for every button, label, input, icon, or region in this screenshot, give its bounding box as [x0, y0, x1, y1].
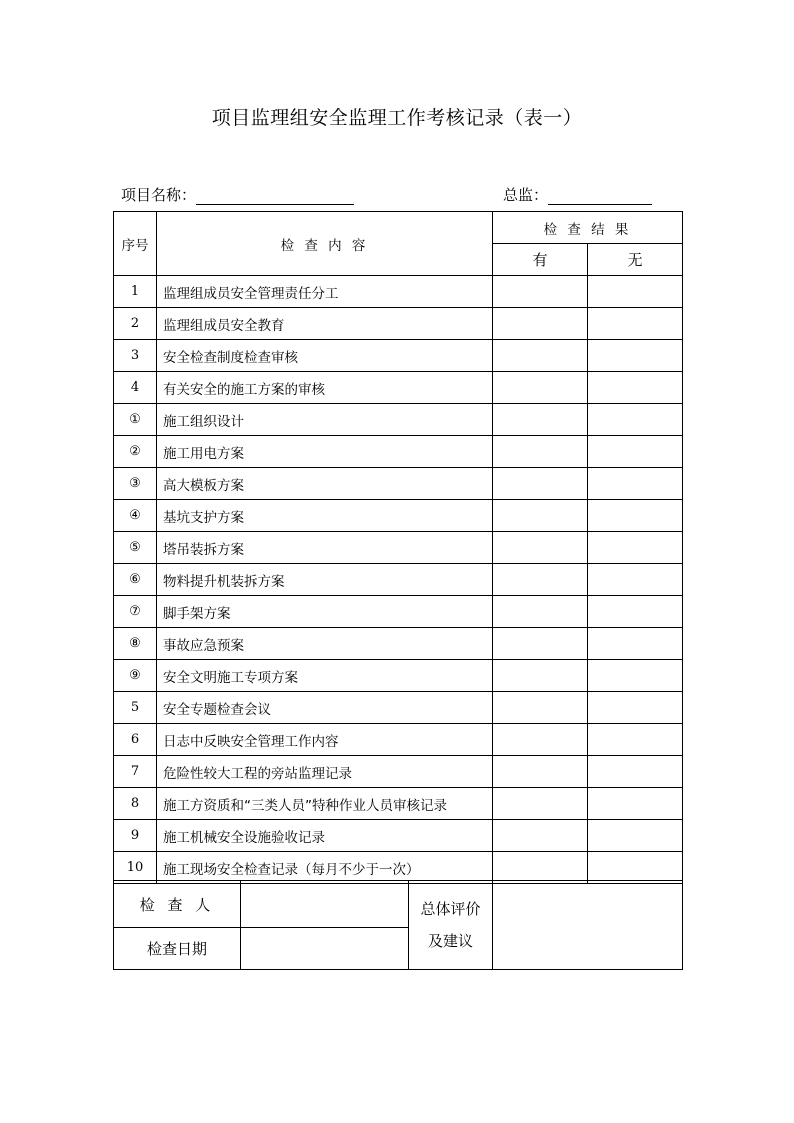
table-header-row: [114, 212, 683, 244]
row-no-cell[interactable]: [588, 532, 683, 564]
row-seq: 1: [114, 276, 157, 308]
evaluation-label: [409, 881, 493, 970]
row-no-cell[interactable]: [588, 628, 683, 660]
row-content: 安全文明施工专项方案: [157, 660, 493, 692]
table-body: [114, 276, 683, 884]
row-yes-cell[interactable]: [493, 628, 588, 660]
row-seq: ①: [114, 404, 157, 436]
row-yes-cell[interactable]: [493, 308, 588, 340]
row-yes-cell[interactable]: [493, 596, 588, 628]
row-content: 物料提升机装拆方案: [157, 564, 493, 596]
table-row: [114, 500, 683, 532]
row-yes-cell[interactable]: [493, 724, 588, 756]
row-content: 高大模板方案: [157, 468, 493, 500]
row-content: 施工用电方案: [157, 436, 493, 468]
row-content: 安全专题检查会议: [157, 692, 493, 724]
header-content: 检 查 内 容: [157, 212, 493, 276]
table-row: [114, 468, 683, 500]
signature-table: [113, 880, 683, 970]
row-yes-cell[interactable]: [493, 340, 588, 372]
date-label: 检查日期: [114, 928, 241, 970]
table-row: [114, 596, 683, 628]
row-no-cell[interactable]: [588, 596, 683, 628]
row-no-cell[interactable]: [588, 468, 683, 500]
row-yes-cell[interactable]: [493, 500, 588, 532]
row-yes-cell[interactable]: [493, 660, 588, 692]
row-content: 基坑支护方案: [157, 500, 493, 532]
row-seq: 10: [114, 852, 157, 884]
row-seq: ④: [114, 500, 157, 532]
row-content: 监理组成员安全教育: [157, 308, 493, 340]
project-name-blank[interactable]: [196, 188, 354, 205]
table-row: [114, 372, 683, 404]
row-content: 监理组成员安全管理责任分工: [157, 276, 493, 308]
row-no-cell[interactable]: [588, 852, 683, 884]
row-content: 施工现场安全检查记录（每月不少于一次）: [157, 852, 493, 884]
row-yes-cell[interactable]: [493, 468, 588, 500]
row-no-cell[interactable]: [588, 500, 683, 532]
row-seq: 3: [114, 340, 157, 372]
row-content: 塔吊装拆方案: [157, 532, 493, 564]
row-no-cell[interactable]: [588, 724, 683, 756]
row-no-cell[interactable]: [588, 820, 683, 852]
row-content: 有关安全的施工方案的审核: [157, 372, 493, 404]
header-no: 无: [588, 244, 683, 276]
row-yes-cell[interactable]: [493, 532, 588, 564]
row-yes-cell[interactable]: [493, 820, 588, 852]
row-yes-cell[interactable]: [493, 788, 588, 820]
inspector-label: 检 查 人: [114, 881, 241, 928]
inspector-input-cell[interactable]: [241, 881, 409, 928]
row-yes-cell[interactable]: [493, 564, 588, 596]
inspector-row: [114, 881, 683, 928]
row-seq: ⑧: [114, 628, 157, 660]
row-content: 施工机械安全设施验收记录: [157, 820, 493, 852]
row-seq: 4: [114, 372, 157, 404]
row-yes-cell[interactable]: [493, 372, 588, 404]
row-seq: 5: [114, 692, 157, 724]
table-row: [114, 756, 683, 788]
row-no-cell[interactable]: [588, 660, 683, 692]
row-no-cell[interactable]: [588, 564, 683, 596]
row-yes-cell[interactable]: [493, 756, 588, 788]
table-row: [114, 436, 683, 468]
row-seq: ⑨: [114, 660, 157, 692]
row-no-cell[interactable]: [588, 372, 683, 404]
row-content: 危险性较大工程的旁站监理记录: [157, 756, 493, 788]
table-row: [114, 820, 683, 852]
row-seq: ⑦: [114, 596, 157, 628]
table-row: [114, 276, 683, 308]
table-row: [114, 724, 683, 756]
row-content: 安全检查制度检查审核: [157, 340, 493, 372]
row-seq: 8: [114, 788, 157, 820]
row-no-cell[interactable]: [588, 308, 683, 340]
row-yes-cell[interactable]: [493, 436, 588, 468]
row-content: 施工组织设计: [157, 404, 493, 436]
row-yes-cell[interactable]: [493, 276, 588, 308]
header-seq: 序号: [114, 212, 157, 276]
table-row: [114, 852, 683, 884]
project-name-label: 项目名称：: [121, 186, 197, 204]
row-yes-cell[interactable]: [493, 852, 588, 884]
evaluation-label-line1: 总体评价: [420, 900, 481, 918]
supervisor-blank[interactable]: [548, 188, 652, 205]
row-no-cell[interactable]: [588, 404, 683, 436]
supervisor-label: 总监：: [503, 186, 549, 204]
row-seq: 7: [114, 756, 157, 788]
date-input-cell[interactable]: [241, 928, 409, 970]
evaluation-label-line2: 及建议: [427, 932, 473, 950]
header-yes: 有: [493, 244, 588, 276]
table-row: [114, 404, 683, 436]
table-row: [114, 692, 683, 724]
table-row: [114, 532, 683, 564]
table-row: [114, 308, 683, 340]
row-no-cell[interactable]: [588, 692, 683, 724]
inspection-table: [113, 211, 683, 884]
row-content: 施工方资质和“三类人员”特种作业人员审核记录: [157, 788, 493, 820]
table-row: [114, 340, 683, 372]
table-row: [114, 788, 683, 820]
header-result: 检 查 结 果: [493, 212, 683, 244]
row-no-cell[interactable]: [588, 756, 683, 788]
table-row: [114, 628, 683, 660]
project-name-field: [121, 184, 354, 205]
row-content: 事故应急预案: [157, 628, 493, 660]
row-seq: 9: [114, 820, 157, 852]
table-row: [114, 660, 683, 692]
row-seq: ⑥: [114, 564, 157, 596]
row-yes-cell[interactable]: [493, 404, 588, 436]
supervisor-field: [503, 184, 652, 205]
page-title: 项目监理组安全监理工作考核记录（表一）: [211, 107, 583, 129]
evaluation-input-cell[interactable]: [493, 881, 683, 970]
row-no-cell[interactable]: [588, 436, 683, 468]
row-seq: 6: [114, 724, 157, 756]
row-no-cell[interactable]: [588, 276, 683, 308]
row-seq: ②: [114, 436, 157, 468]
row-seq: ⑤: [114, 532, 157, 564]
row-content: 脚手架方案: [157, 596, 493, 628]
row-seq: ③: [114, 468, 157, 500]
row-no-cell[interactable]: [588, 340, 683, 372]
table-row: [114, 564, 683, 596]
row-yes-cell[interactable]: [493, 692, 588, 724]
row-no-cell[interactable]: [588, 788, 683, 820]
row-seq: 2: [114, 308, 157, 340]
row-content: 日志中反映安全管理工作内容: [157, 724, 493, 756]
